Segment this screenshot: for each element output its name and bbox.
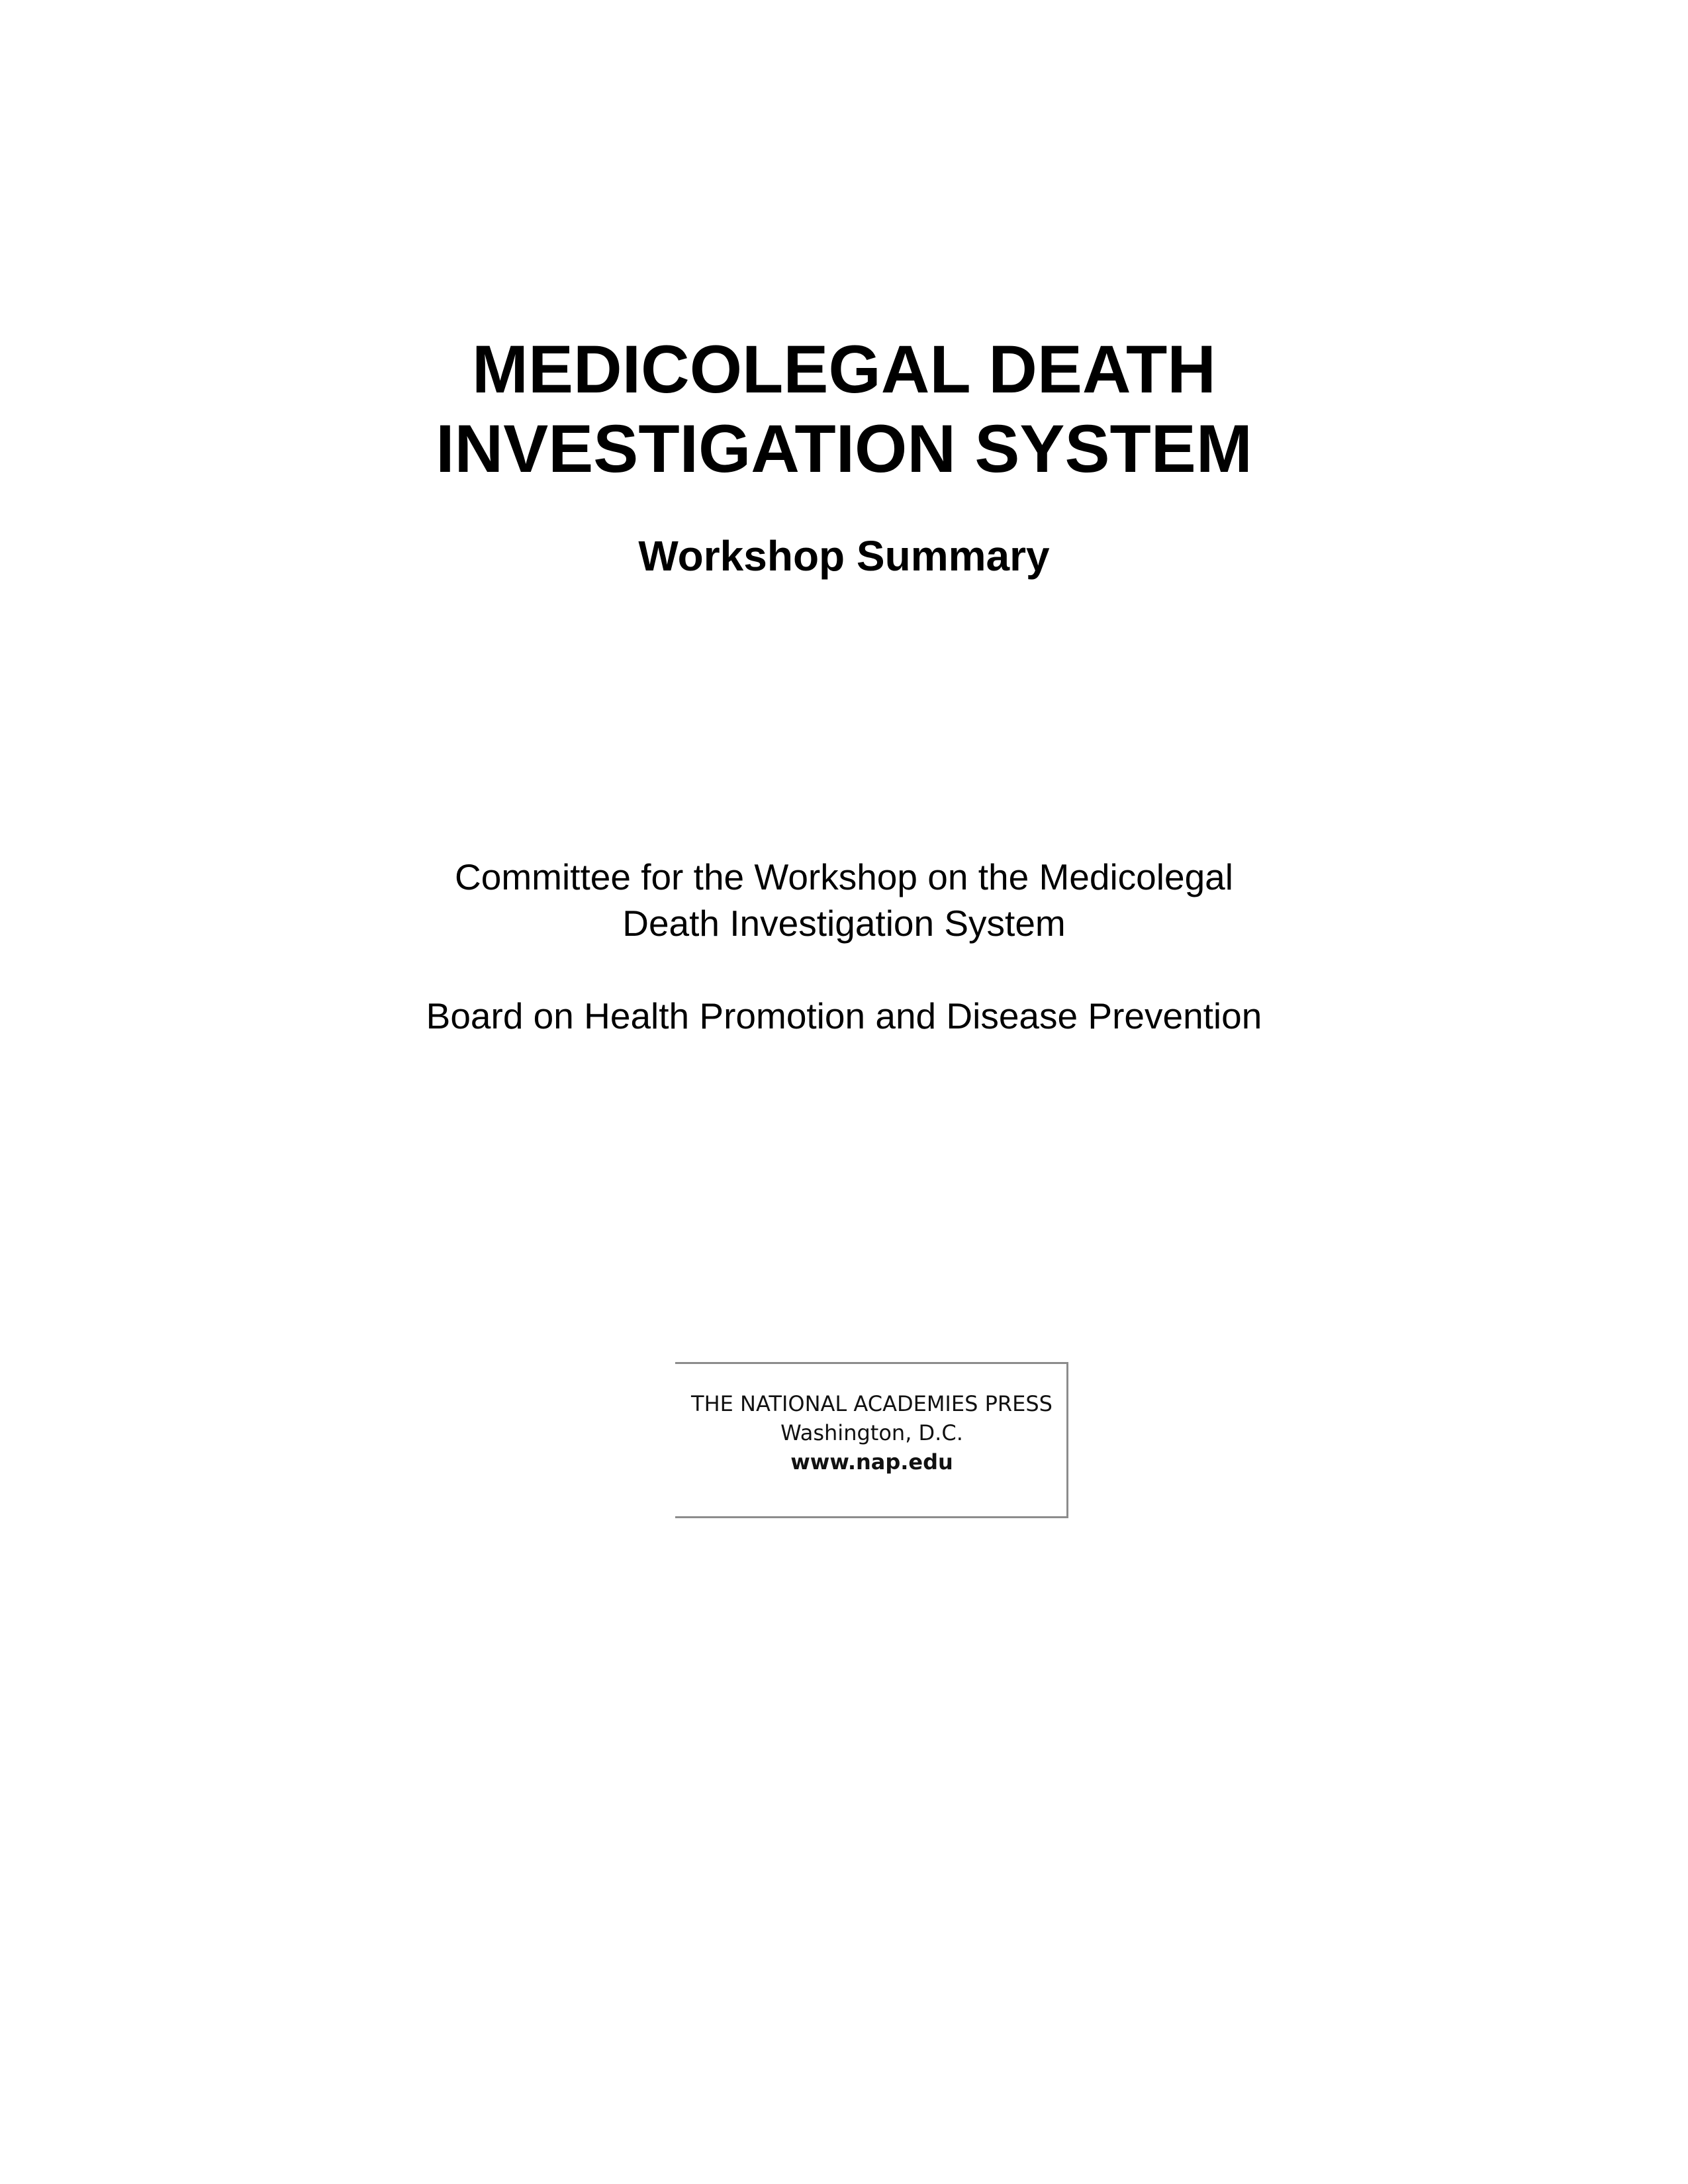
committee-line-2: Death Investigation System bbox=[622, 903, 1066, 944]
publisher-website: www.nap.edu bbox=[790, 1449, 953, 1475]
committee-name bbox=[0, 854, 1688, 946]
document-title bbox=[0, 330, 1688, 488]
title-line-1: MEDICOLEGAL DEATH bbox=[472, 332, 1216, 407]
publisher-info bbox=[675, 1389, 1068, 1477]
board-name: Board on Health Promotion and Disease Prevention bbox=[426, 995, 1262, 1036]
publisher-name: THE NATIONAL ACADEMIES PRESS bbox=[691, 1391, 1053, 1416]
document-subtitle: Workshop Summary bbox=[638, 532, 1050, 580]
publisher-city: Washington, D.C. bbox=[780, 1420, 963, 1445]
committee-line-1: Committee for the Workshop on the Medicolegal bbox=[455, 856, 1233, 897]
title-line-2: INVESTIGATION SYSTEM bbox=[436, 411, 1252, 486]
publisher-box bbox=[675, 1362, 1068, 1518]
